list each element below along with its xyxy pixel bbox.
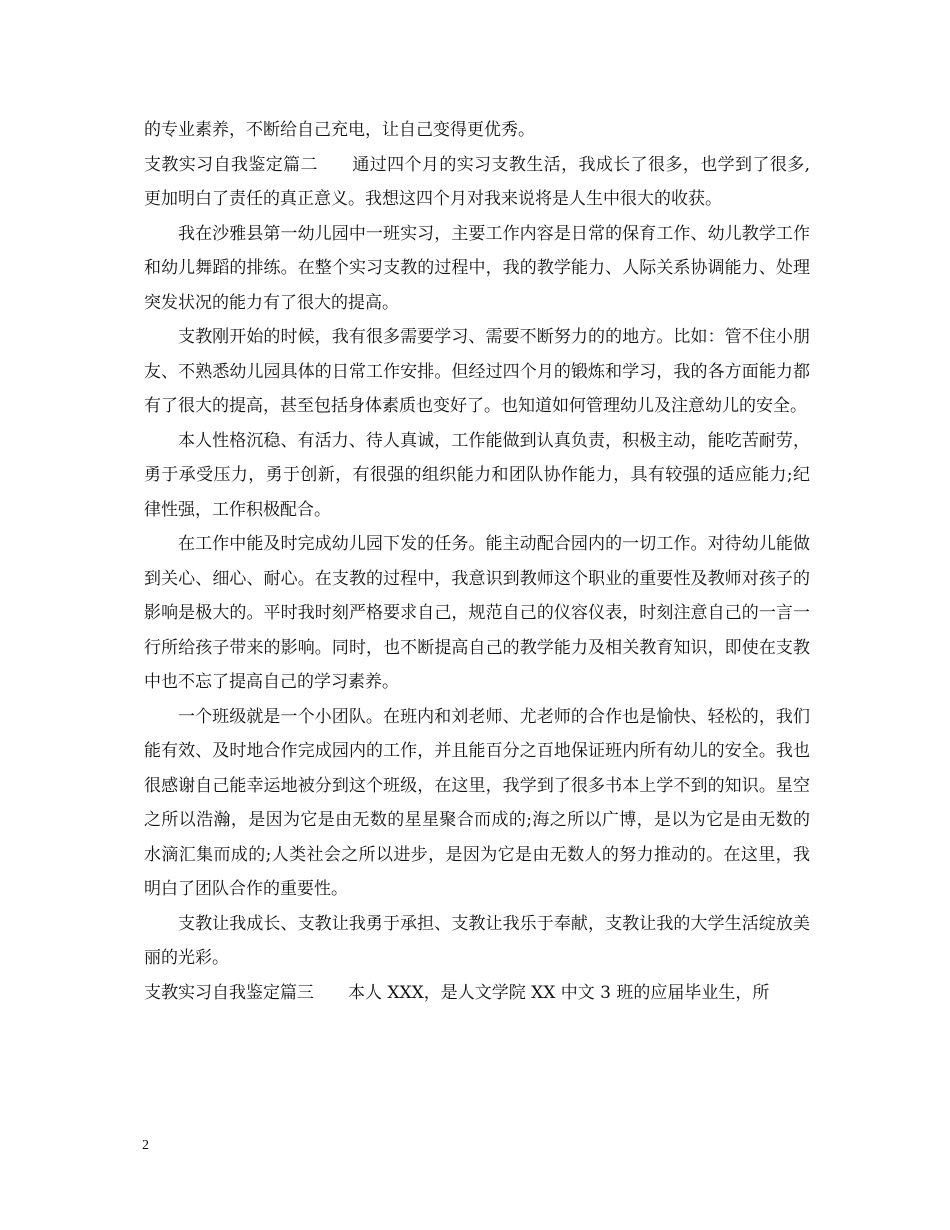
document-body xyxy=(144,113,810,1010)
section-text: 本人 XXX，是人文学院 XX 中文 3 班的应届毕业生，所 xyxy=(348,982,770,1003)
section-paragraph xyxy=(144,976,810,1011)
body-paragraph: 本人性格沉稳、有活力、待人真诚，工作能做到认真负责，积极主动，能吃苦耐劳，勇于承受压力，勇于创新，有很强的组织能力和团队协作能力，具有较强的适应能力;纪律性强，工作积极配合。 xyxy=(144,430,810,520)
body-paragraph: 一个班级就是一个小团队。在班内和刘老师、尤老师的合作也是愉快、轻松的，我们能有效、及时地合作完成园内的工作，并且能百分之百地保证班内所有幼儿的安全。我也很感谢自己能幸运地被分到这个班级，在这里，我学到了很多书本上学不到的知识。星空之所以浩瀚，是因为它是由无数的星星聚合而成的;海之所以广博，是以为它是由无数的水滴汇集而成的;人类社会之所以进步，是因为它是由无数人的努力推动的。在这里，我明白了团队合作的重要性。 xyxy=(144,706,810,899)
body-paragraph: 在工作中能及时完成幼儿园下发的任务。能主动配合园内的一切工作。对待幼儿能做到关心、细心、耐心。在支教的过程中，我意识到教师这个职业的重要性及教师对孩子的影响是极大的。平时我时刻严格要求自己，规范自己的仪容仪表，时刻注意自己的一言一行所给孩子带来的影响。同时，也不断提高自己的教学能力及相关教育知识，即使在支教中也不忘了提高自己的学习素养。 xyxy=(144,534,810,692)
page-number: 2 xyxy=(142,1138,149,1153)
body-paragraph: 支教让我成长、支教让我勇于承担、支教让我乐于奉献，支教让我的大学生活绽放美丽的光彩。 xyxy=(144,913,810,968)
section-text: 通过四个月的实习支教生活，我成长了很多，也学到了很多,更加明白了责任的真正意义。我想这四个月对我来说将是人生中很大的收获。 xyxy=(144,154,811,209)
body-paragraph: 我在沙雅县第一幼儿园中一班实习，主要工作内容是日常的保育工作、幼儿教学工作和幼儿舞蹈的排练。在整个实习支教的过程中，我的教学能力、人际关系协调能力、处理突发状况的能力有了很大的提高。 xyxy=(144,223,810,313)
body-paragraph: 支教刚开始的时候，我有很多需要学习、需要不断努力的的地方。比如：管不住小朋友、不熟悉幼儿园具体的日常工作安排。但经过四个月的锻炼和学习，我的各方面能力都有了很大的提高，甚至包括身体素质也变好了。也知道如何管理幼儿及注意幼儿的安全。 xyxy=(144,327,810,416)
paragraph-continuation: 的专业素养，不断给自己充电，让自己变得更优秀。 xyxy=(144,120,535,140)
section-paragraph xyxy=(144,148,810,217)
section-heading: 支教实习自我鉴定篇二 xyxy=(144,154,318,175)
section-heading: 支教实习自我鉴定篇三 xyxy=(144,982,314,1003)
